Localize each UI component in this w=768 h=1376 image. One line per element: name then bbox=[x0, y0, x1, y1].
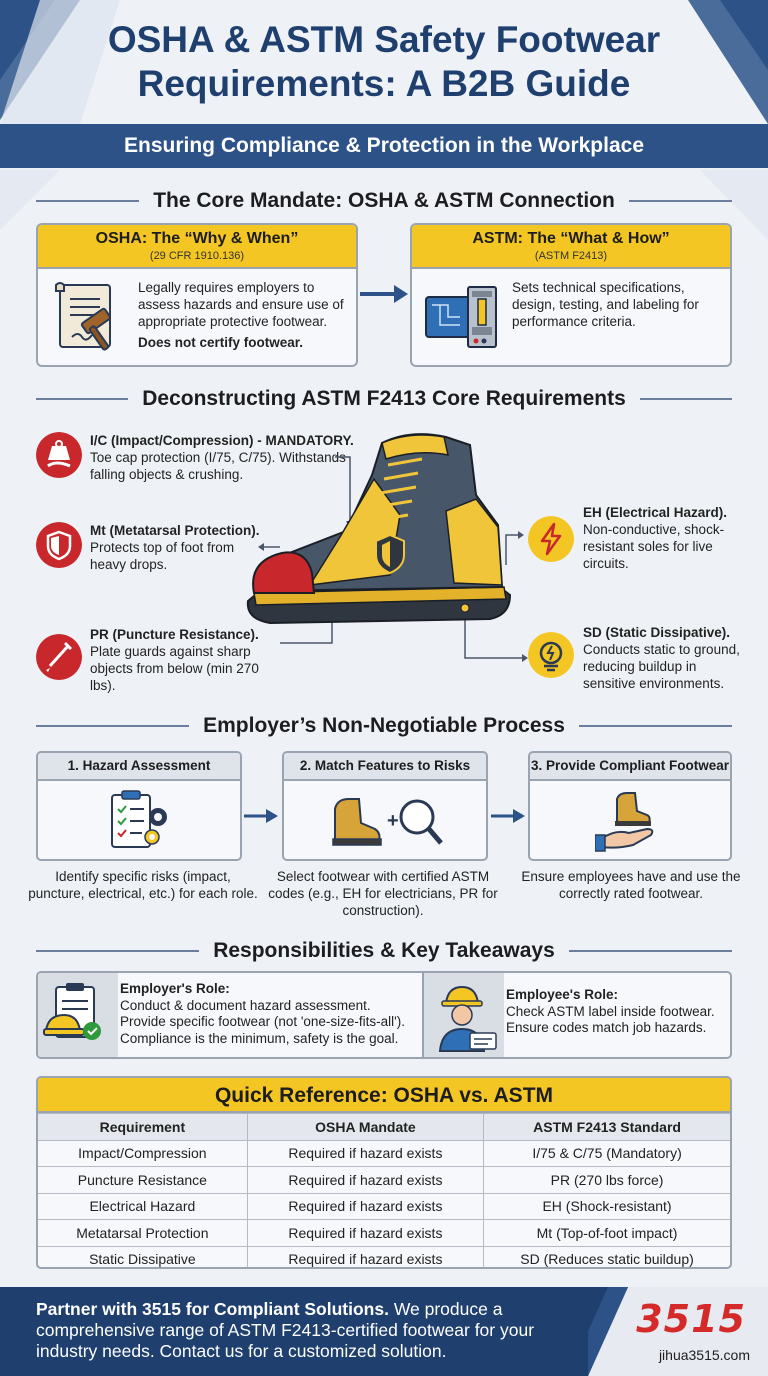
shield-icon bbox=[36, 522, 82, 568]
step-2-description: Select footwear with certified ASTM codes (e.g., EH for electricians, PR for construction). bbox=[268, 869, 498, 918]
table-cell: SD (Reduces static buildup) bbox=[484, 1246, 730, 1269]
impact-weight-icon bbox=[36, 432, 82, 478]
table-cell: Static Dissipative bbox=[38, 1246, 247, 1269]
table-row bbox=[38, 1246, 730, 1269]
req-electrical-title: EH (Electrical Hazard). bbox=[583, 505, 728, 520]
step-arrow-1-icon bbox=[242, 806, 280, 826]
brand-url-link[interactable]: jihua3515.com bbox=[658, 1347, 750, 1363]
table-cell: Electrical Hazard bbox=[38, 1193, 247, 1220]
astm-text: Sets technical specifications, design, testing, and labeling for performance criteria. bbox=[512, 280, 699, 329]
brand-logo[interactable]: 3515 bbox=[636, 1297, 746, 1341]
connection-arrow-icon bbox=[358, 282, 410, 306]
table-cell: PR (270 lbs force) bbox=[484, 1167, 730, 1194]
requirements-heading-text: Deconstructing ASTM F2413 Core Requirements bbox=[142, 387, 626, 410]
employer-role-line: Provide specific footwear (not 'one-size-fits-all'). bbox=[120, 1014, 406, 1029]
employer-role-line: Compliance is the minimum, safety is the goal. bbox=[120, 1030, 399, 1046]
osha-ref: (29 CFR 1910.136) bbox=[149, 250, 245, 262]
column-header: ASTM F2413 Standard bbox=[484, 1114, 730, 1141]
req-puncture-title: PR (Puncture Resistance). bbox=[90, 627, 259, 642]
mandate-heading bbox=[36, 186, 732, 216]
employee-role-title: Employee's Role: bbox=[506, 987, 618, 1002]
req-puncture bbox=[90, 626, 260, 694]
step-arrow-2-icon bbox=[489, 806, 527, 826]
responsibilities-heading bbox=[36, 936, 732, 966]
osha-text: Legally requires employers to assess hazards and ensure use of appropriate protective footwear. bbox=[138, 280, 344, 329]
table-row bbox=[38, 1167, 730, 1194]
step-match-features bbox=[282, 751, 488, 861]
table-row bbox=[38, 1220, 730, 1247]
step-provide-footwear bbox=[528, 751, 732, 861]
req-puncture-text: Plate guards against sharp objects from below (min 270 lbs). bbox=[90, 644, 259, 693]
footer-banner bbox=[0, 1287, 768, 1376]
employer-role-line: Conduct & document hazard assessment. bbox=[120, 997, 371, 1013]
table-cell: Required if hazard exists bbox=[247, 1140, 483, 1167]
table-cell: Impact/Compression bbox=[38, 1140, 247, 1167]
req-metatarsal-title: Mt (Metatarsal Protection). bbox=[90, 523, 260, 538]
employer-role bbox=[120, 981, 420, 1047]
table-row bbox=[38, 1193, 730, 1220]
title-line-1: OSHA & ASTM Safety Footwear bbox=[107, 19, 661, 60]
req-static bbox=[583, 624, 743, 692]
astm-card bbox=[410, 223, 732, 367]
process-heading-text: Employer’s Non-Negotiable Process bbox=[203, 714, 565, 737]
lightning-icon bbox=[528, 516, 574, 562]
table-cell: Required if hazard exists bbox=[247, 1246, 483, 1269]
footer-text bbox=[36, 1299, 576, 1362]
column-header: Requirement bbox=[38, 1114, 247, 1141]
roles-box bbox=[36, 971, 732, 1059]
req-static-title: SD (Static Dissipative). bbox=[583, 625, 731, 640]
employer-role-title: Employer's Role: bbox=[120, 981, 230, 996]
req-metatarsal-text: Protects top of foot from heavy drops. bbox=[90, 540, 235, 572]
hand-boot-icon bbox=[595, 789, 665, 853]
boot-magnifier-icon bbox=[325, 789, 445, 853]
nail-puncture-icon bbox=[36, 634, 82, 680]
table-cell: Puncture Resistance bbox=[38, 1167, 247, 1194]
safety-boot-illustration bbox=[240, 415, 530, 675]
employer-icon-box bbox=[38, 973, 118, 1057]
checklist-gear-icon bbox=[104, 789, 174, 853]
static-bulb-icon bbox=[528, 632, 574, 678]
step-3-description: Ensure employees have and use the correctly rated footwear. bbox=[521, 869, 741, 901]
req-impact-text: Toe cap protection (I/75, C/75). Withstands falling objects & crushing. bbox=[90, 450, 346, 482]
employee-role-line: Check ASTM label inside footwear. bbox=[506, 1003, 715, 1019]
employee-role bbox=[506, 987, 730, 1037]
step-1-description: Identify specific risks (impact, puncture, electrical, etc.) for each role. bbox=[28, 869, 258, 901]
page-title bbox=[0, 18, 768, 106]
table-header-row bbox=[38, 1114, 730, 1141]
astm-title: ASTM: The “What & How” bbox=[472, 230, 670, 247]
responsibilities-heading-text: Responsibilities & Key Takeaways bbox=[213, 939, 555, 962]
footer-lead: Partner with 3515 for Compliant Solutions. bbox=[36, 1299, 389, 1319]
footer-body: We produce a comprehensive range of ASTM F2413-certified footwear for your industry needs. Contact us for a customized solution. bbox=[36, 1299, 535, 1361]
svg-text:+: + bbox=[387, 810, 399, 832]
table-cell: Required if hazard exists bbox=[247, 1193, 483, 1220]
osha-title: OSHA: The “Why & When” bbox=[95, 230, 299, 247]
quick-reference-table bbox=[36, 1076, 732, 1269]
osha-note: Does not certify footwear. bbox=[138, 335, 304, 350]
req-metatarsal bbox=[90, 522, 260, 573]
step-2-title: 2. Match Features to Risks bbox=[284, 753, 486, 781]
table-row bbox=[38, 1140, 730, 1167]
process-heading bbox=[36, 711, 732, 741]
column-header: OSHA Mandate bbox=[247, 1114, 483, 1141]
title-line-2: Requirements: A B2B Guide bbox=[137, 63, 631, 104]
req-impact-title: I/C (Impact/Compression) - MANDATORY. bbox=[90, 433, 354, 448]
table-cell: EH (Shock-resistant) bbox=[484, 1193, 730, 1220]
table-cell: Required if hazard exists bbox=[247, 1220, 483, 1247]
employee-icon-box bbox=[424, 973, 504, 1057]
document-gavel-icon bbox=[48, 279, 128, 357]
astm-ref: (ASTM F2413) bbox=[534, 250, 608, 262]
subtitle-bar: Ensuring Compliance & Protection in the Workplace bbox=[0, 124, 768, 168]
table-cell: Mt (Top-of-foot impact) bbox=[484, 1220, 730, 1247]
table-cell: Metatarsal Protection bbox=[38, 1220, 247, 1247]
osha-card bbox=[36, 223, 358, 367]
employee-role-line: Ensure codes match job hazards. bbox=[506, 1020, 707, 1035]
mandate-heading-text: The Core Mandate: OSHA & ASTM Connection bbox=[153, 189, 615, 212]
requirements-heading bbox=[36, 384, 732, 414]
table-cell: I/75 & C/75 (Mandatory) bbox=[484, 1140, 730, 1167]
step-1-title: 1. Hazard Assessment bbox=[38, 753, 240, 781]
clipboard-hardhat-icon bbox=[38, 973, 118, 1057]
req-static-text: Conducts static to ground, reducing buildup in sensitive environments. bbox=[583, 642, 740, 691]
req-electrical bbox=[583, 504, 743, 572]
table-cell: Required if hazard exists bbox=[247, 1167, 483, 1194]
worker-badge-icon bbox=[424, 973, 504, 1057]
req-electrical-text: Non-conductive, shock-resistant soles for live circuits. bbox=[583, 522, 725, 571]
step-3-title: 3. Provide Compliant Footwear bbox=[530, 753, 730, 781]
quick-reference-title: Quick Reference: OSHA vs. ASTM bbox=[38, 1078, 730, 1113]
step-hazard-assessment bbox=[36, 751, 242, 861]
blueprint-testing-icon bbox=[422, 279, 502, 357]
